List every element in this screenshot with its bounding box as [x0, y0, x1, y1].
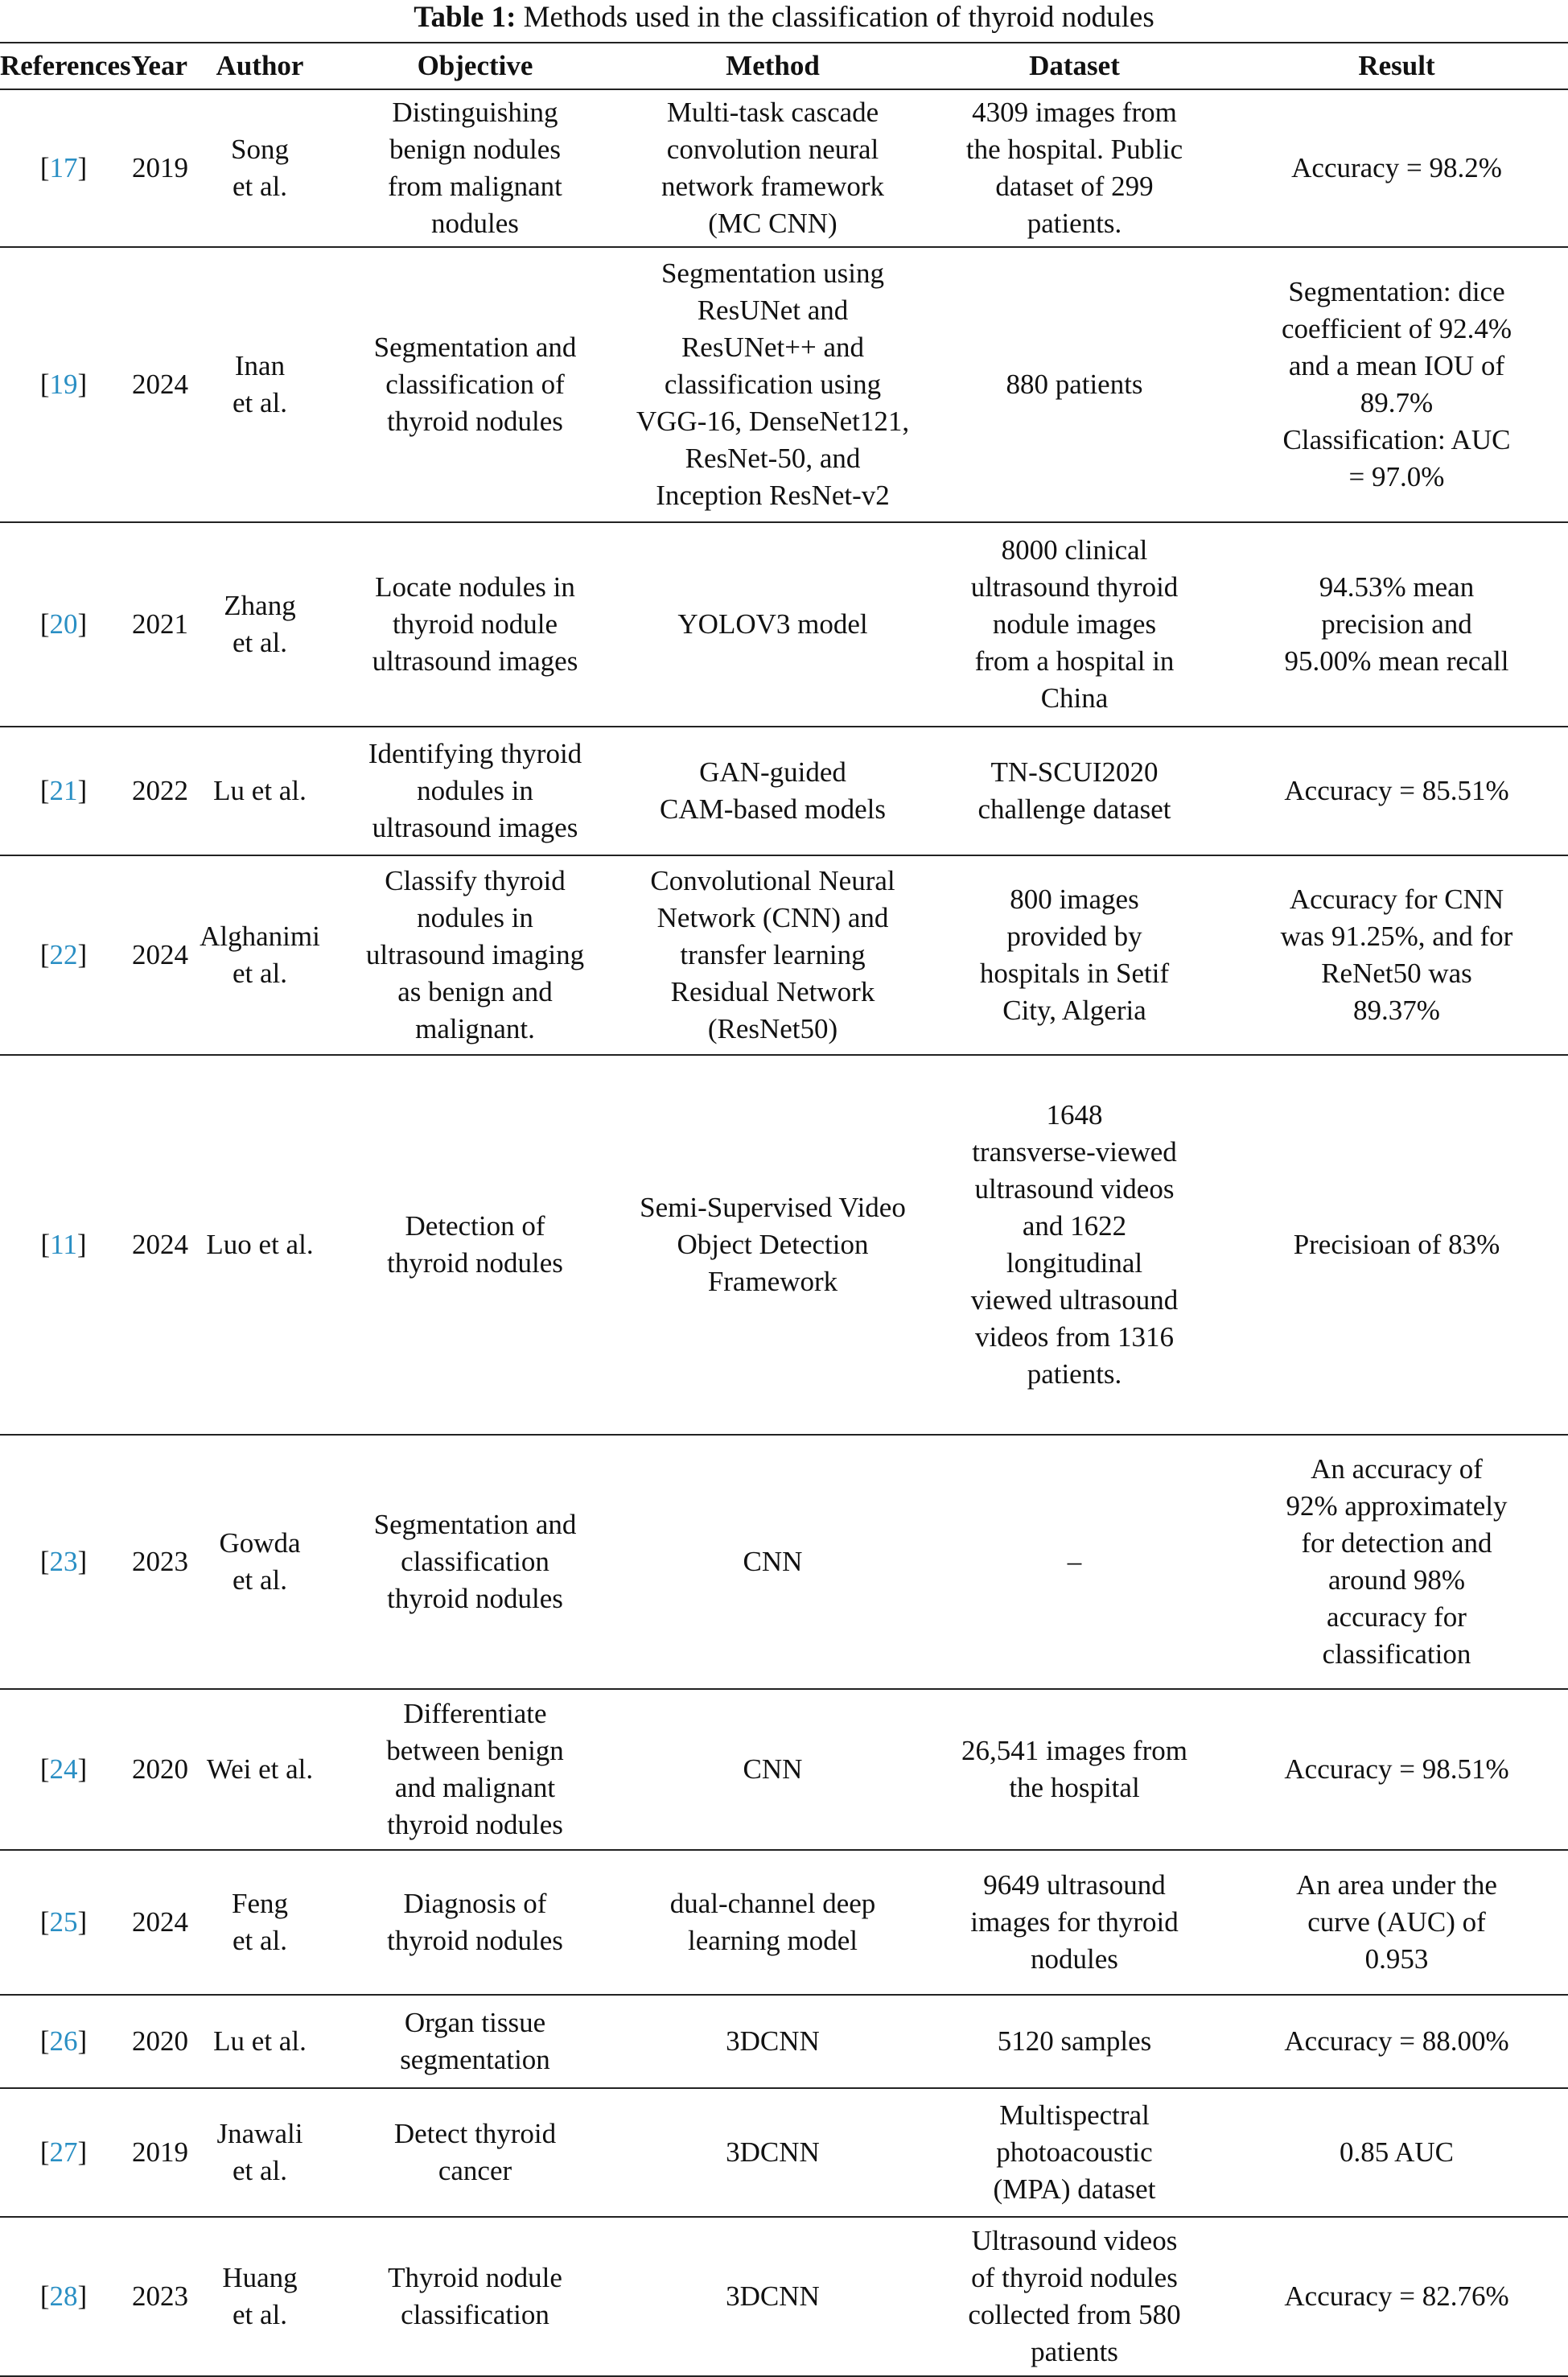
method-line: learning model	[688, 1925, 858, 1956]
cell-method	[622, 1850, 924, 1995]
cell-objective	[328, 2217, 622, 2376]
objective-line: thyroid nodules	[387, 406, 563, 437]
method-line: YOLOV3 model	[677, 608, 868, 640]
author-line: Feng	[232, 1888, 288, 1919]
dataset-line: photoacoustic	[996, 2136, 1153, 2168]
objective-line: nodules in	[417, 902, 533, 933]
result-line: coefficient of 92.4%	[1281, 313, 1512, 344]
author-line: et al.	[232, 1925, 288, 1956]
method-line: ResUNet and	[697, 295, 849, 326]
result-line: Segmentation: dice	[1288, 276, 1505, 307]
dataset-line: nodules	[1031, 1943, 1118, 1975]
header-result: Result	[1225, 43, 1568, 89]
objective-line: nodules	[431, 208, 519, 239]
dataset-line: China	[1040, 682, 1109, 714]
reference-link[interactable]: 26	[49, 2025, 78, 2057]
cell-objective	[328, 1055, 622, 1435]
cell-result	[1225, 89, 1568, 247]
objective-line: ultrasound images	[372, 645, 578, 677]
result-line: 0.953	[1364, 1943, 1429, 1975]
author-line: Gowda	[219, 1527, 301, 1559]
dataset-line: patients	[1031, 2336, 1118, 2367]
dataset-line: Multispectral	[999, 2099, 1150, 2131]
author-line: Wei et al.	[206, 1753, 314, 1785]
cell-method	[622, 247, 924, 522]
cell-reference: [20]	[0, 522, 127, 727]
cell-dataset	[924, 2217, 1225, 2376]
method-line: 3DCNN	[726, 2025, 820, 2057]
dataset-line: hospitals in Setif	[979, 958, 1170, 989]
dataset-line: –	[1067, 1546, 1082, 1577]
result-line: for detection and	[1301, 1527, 1492, 1559]
result-line: 89.37%	[1353, 995, 1440, 1026]
cell-method	[622, 522, 924, 727]
dataset-line: from a hospital in	[974, 645, 1175, 677]
cell-year: 2022	[127, 727, 191, 855]
cell-year: 2020	[127, 1995, 191, 2088]
cell-year: 2024	[127, 1055, 191, 1435]
reference-link[interactable]: 27	[49, 2136, 78, 2168]
method-line: Framework	[707, 1266, 838, 1297]
reference-link[interactable]: 17	[49, 152, 78, 183]
result-line: and a mean IOU of	[1288, 350, 1505, 381]
method-line: VGG-16, DenseNet121,	[636, 406, 910, 437]
result-line: Accuracy = 85.51%	[1284, 775, 1509, 806]
objective-line: from malignant	[388, 171, 562, 202]
cell-objective	[328, 1435, 622, 1689]
objective-line: between benign	[386, 1735, 564, 1766]
cell-author	[191, 855, 328, 1055]
reference-link[interactable]: 24	[49, 1753, 78, 1785]
dataset-line: dataset of 299	[995, 171, 1154, 202]
result-line: curve (AUC) of	[1307, 1906, 1486, 1938]
table-caption-text: Methods used in the classification of thyroid nodules	[523, 1, 1154, 34]
cell-author	[191, 1435, 328, 1689]
method-line: Residual Network	[670, 976, 875, 1007]
author-line: Inan	[234, 350, 286, 381]
result-line: Precisioan of 83%	[1293, 1229, 1500, 1260]
cell-author	[191, 247, 328, 522]
cell-result	[1225, 522, 1568, 727]
cell-year: 2021	[127, 522, 191, 727]
header-row	[0, 43, 1568, 89]
dataset-line: transverse-viewed	[972, 1136, 1177, 1168]
cell-author	[191, 1689, 328, 1850]
dataset-line: collected from 580	[968, 2299, 1181, 2330]
cell-method	[622, 855, 924, 1055]
dataset-line: challenge dataset	[977, 793, 1171, 825]
cell-dataset	[924, 89, 1225, 247]
result-line: = 97.0%	[1348, 461, 1445, 492]
cell-year: 2020	[127, 1689, 191, 1850]
method-line: Semi-Supervised Video	[640, 1192, 906, 1223]
objective-line: nodules in	[417, 775, 533, 806]
cell-dataset	[924, 2088, 1225, 2217]
result-line: 94.53% mean	[1319, 571, 1475, 603]
author-line: Alghanimi	[200, 921, 320, 952]
cell-reference: [17]	[0, 89, 127, 247]
cell-dataset	[924, 247, 1225, 522]
objective-line: Distinguishing	[392, 97, 558, 128]
method-line: ResNet-50, and	[685, 443, 861, 474]
objective-line: thyroid nodules	[387, 1583, 563, 1614]
dataset-line: 9649 ultrasound	[983, 1869, 1166, 1901]
dataset-line: ultrasound videos	[974, 1173, 1175, 1205]
method-line: ResUNet++ and	[681, 332, 865, 363]
dataset-line: TN-SCUI2020	[990, 756, 1159, 788]
cell-objective	[328, 89, 622, 247]
objective-line: Thyroid nodule	[388, 2262, 562, 2293]
reference-link[interactable]: 22	[49, 939, 78, 970]
dataset-line: the hospital	[1009, 1772, 1140, 1803]
cell-objective	[328, 855, 622, 1055]
table-row	[0, 247, 1568, 522]
table-body	[0, 89, 1568, 2376]
result-line: 95.00% mean recall	[1284, 645, 1509, 677]
cell-result	[1225, 1850, 1568, 1995]
cell-author	[191, 1995, 328, 2088]
author-line: et al.	[232, 2299, 288, 2330]
dataset-line: 800 images	[1010, 884, 1139, 915]
result-line: Accuracy = 82.76%	[1284, 2280, 1509, 2312]
method-line: convolution neural	[666, 134, 879, 165]
cell-result	[1225, 855, 1568, 1055]
objective-line: and malignant	[394, 1772, 556, 1803]
result-line: 89.7%	[1360, 387, 1434, 418]
objective-line: Locate nodules in	[375, 571, 575, 603]
result-line: An accuracy of	[1311, 1453, 1483, 1485]
method-line: CNN	[743, 1546, 803, 1577]
objective-line: Organ tissue	[404, 2007, 546, 2038]
author-line: et al.	[232, 627, 288, 658]
objective-line: classification	[401, 1546, 549, 1577]
method-line: Object Detection	[677, 1229, 869, 1260]
cell-author	[191, 2088, 328, 2217]
dataset-line: nodule images	[992, 608, 1157, 640]
table-row	[0, 1850, 1568, 1995]
reference-link[interactable]: 11	[50, 1229, 77, 1260]
objective-line: Identifying thyroid	[368, 738, 582, 769]
method-line: classification using	[664, 369, 882, 400]
author-line: Zhang	[224, 590, 296, 621]
reference-link[interactable]: 28	[49, 2280, 78, 2312]
objective-line: segmentation	[400, 2044, 550, 2075]
cell-method	[622, 1055, 924, 1435]
dataset-line: of thyroid nodules	[971, 2262, 1178, 2293]
author-line: Song	[231, 134, 289, 165]
cell-result	[1225, 1435, 1568, 1689]
cell-objective	[328, 1850, 622, 1995]
cell-dataset	[924, 1055, 1225, 1435]
reference-link[interactable]: 19	[49, 369, 78, 400]
objective-line: Segmentation and	[373, 332, 577, 363]
cell-dataset	[924, 1435, 1225, 1689]
method-line: (MC CNN)	[708, 208, 838, 239]
result-line: precision and	[1321, 608, 1472, 640]
reference-link[interactable]: 20	[49, 608, 78, 640]
cell-dataset	[924, 1850, 1225, 1995]
dataset-line: City, Algeria	[1002, 995, 1146, 1026]
cell-objective	[328, 2088, 622, 2217]
table-row	[0, 727, 1568, 855]
cell-author	[191, 89, 328, 247]
cell-result	[1225, 1689, 1568, 1850]
cell-result	[1225, 2088, 1568, 2217]
table-row	[0, 522, 1568, 727]
cell-reference: [19]	[0, 247, 127, 522]
table-row	[0, 89, 1568, 247]
method-line: 3DCNN	[726, 2136, 820, 2168]
objective-line: ultrasound imaging	[365, 939, 585, 970]
method-line: GAN-guided	[699, 756, 846, 788]
author-line: Lu et al.	[213, 775, 307, 806]
result-line: Accuracy = 88.00%	[1284, 2025, 1509, 2057]
dataset-line: ultrasound thyroid	[970, 571, 1179, 603]
method-line: Inception ResNet-v2	[656, 480, 890, 511]
author-line: et al.	[232, 171, 288, 202]
objective-line: as benign and	[397, 976, 553, 1007]
cell-reference: [26]	[0, 1995, 127, 2088]
methods-table	[0, 42, 1568, 2377]
objective-line: cancer	[438, 2155, 512, 2186]
cell-result	[1225, 1055, 1568, 1435]
cell-dataset	[924, 855, 1225, 1055]
objective-line: Segmentation and	[373, 1509, 577, 1540]
objective-line: thyroid nodules	[387, 1809, 563, 1840]
method-line: Segmentation using	[661, 257, 885, 289]
cell-dataset	[924, 727, 1225, 855]
cell-reference: [27]	[0, 2088, 127, 2217]
method-line: transfer learning	[680, 939, 866, 970]
objective-line: thyroid nodules	[387, 1247, 563, 1279]
dataset-line: 1648	[1046, 1099, 1103, 1131]
objective-line: thyroid nodule	[392, 608, 558, 640]
cell-year: 2019	[127, 2088, 191, 2217]
cell-objective	[328, 247, 622, 522]
cell-objective	[328, 522, 622, 727]
method-line: dual-channel deep	[669, 1888, 876, 1919]
dataset-line: 8000 clinical	[1001, 534, 1148, 566]
table-row	[0, 855, 1568, 1055]
cell-method	[622, 89, 924, 247]
author-line: et al.	[232, 387, 288, 418]
reference-link[interactable]: 23	[49, 1546, 78, 1577]
header-references: References	[0, 43, 127, 89]
objective-line: classification of	[385, 369, 565, 400]
cell-author	[191, 1850, 328, 1995]
cell-reference: [24]	[0, 1689, 127, 1850]
table-caption	[0, 0, 1568, 42]
cell-reference: [21]	[0, 727, 127, 855]
cell-dataset	[924, 1689, 1225, 1850]
cell-year: 2019	[127, 89, 191, 247]
cell-result	[1225, 1995, 1568, 2088]
objective-line: Differentiate	[403, 1698, 547, 1729]
cell-year: 2024	[127, 247, 191, 522]
author-line: et al.	[232, 2155, 288, 2186]
dataset-line: the hospital. Public	[965, 134, 1183, 165]
author-line: et al.	[232, 958, 288, 989]
cell-objective	[328, 1995, 622, 2088]
cell-author	[191, 2217, 328, 2376]
table-row	[0, 2088, 1568, 2217]
objective-line: malignant.	[415, 1013, 535, 1044]
objective-line: thyroid nodules	[387, 1925, 563, 1956]
dataset-line: patients.	[1027, 1358, 1122, 1390]
objective-line: classification	[401, 2299, 549, 2330]
objective-line: Diagnosis of	[403, 1888, 547, 1919]
cell-dataset	[924, 522, 1225, 727]
cell-method	[622, 1995, 924, 2088]
result-line: accuracy for	[1327, 1601, 1467, 1633]
cell-result	[1225, 727, 1568, 855]
result-line: ReNet50 was	[1321, 958, 1472, 989]
author-line: Huang	[222, 2262, 298, 2293]
header-year: Year	[127, 43, 191, 89]
objective-line: Classify thyroid	[385, 865, 566, 896]
header-method: Method	[622, 43, 924, 89]
cell-method	[622, 2217, 924, 2376]
cell-reference: [22]	[0, 855, 127, 1055]
dataset-line: provided by	[1006, 921, 1142, 952]
objective-line: Detection of	[405, 1210, 545, 1242]
objective-line: Detect thyroid	[393, 2118, 557, 2149]
table-row	[0, 1055, 1568, 1435]
result-line: 92% approximately	[1286, 1490, 1508, 1522]
header-objective: Objective	[328, 43, 622, 89]
dataset-line: Ultrasound videos	[971, 2225, 1178, 2256]
header-dataset: Dataset	[924, 43, 1225, 89]
result-line: An area under the	[1296, 1869, 1497, 1901]
method-line: 3DCNN	[726, 2280, 820, 2312]
dataset-line: viewed ultrasound	[970, 1284, 1179, 1316]
author-line: Luo et al.	[206, 1229, 314, 1260]
reference-link[interactable]: 25	[49, 1906, 78, 1938]
cell-reference: [23]	[0, 1435, 127, 1689]
objective-line: benign nodules	[389, 134, 561, 165]
cell-reference: [25]	[0, 1850, 127, 1995]
table-row	[0, 2217, 1568, 2376]
method-line: CAM-based models	[660, 793, 886, 825]
dataset-line: (MPA) dataset	[993, 2173, 1156, 2205]
result-line: 0.85 AUC	[1340, 2136, 1454, 2168]
cell-result	[1225, 247, 1568, 522]
cell-year: 2023	[127, 1435, 191, 1689]
method-line: (ResNet50)	[707, 1013, 838, 1044]
dataset-line: and 1622	[1022, 1210, 1127, 1242]
result-line: Accuracy for CNN	[1289, 884, 1504, 915]
cell-year: 2024	[127, 855, 191, 1055]
method-line: network framework	[661, 171, 884, 202]
cell-method	[622, 1435, 924, 1689]
dataset-line: 26,541 images from	[961, 1735, 1187, 1766]
cell-method	[622, 1689, 924, 1850]
objective-line: ultrasound images	[372, 812, 578, 843]
table-row	[0, 1995, 1568, 2088]
cell-objective	[328, 727, 622, 855]
dataset-line: 4309 images from	[972, 97, 1177, 128]
cell-reference: [11]	[0, 1055, 127, 1435]
method-line: CNN	[743, 1753, 803, 1785]
dataset-line: longitudinal	[1006, 1247, 1143, 1279]
cell-objective	[328, 1689, 622, 1850]
cell-result	[1225, 2217, 1568, 2376]
author-line: Jnawali	[216, 2118, 303, 2149]
result-line: Classification: AUC	[1282, 424, 1511, 455]
result-line: classification	[1322, 1638, 1471, 1670]
result-line: Accuracy = 98.51%	[1284, 1753, 1509, 1785]
method-line: Multi-task cascade	[666, 97, 879, 128]
header-author: Author	[191, 43, 328, 89]
author-line: Lu et al.	[213, 2025, 307, 2057]
dataset-line: 880 patients	[1006, 369, 1143, 400]
result-line: was 91.25%, and for	[1280, 921, 1513, 952]
table-row	[0, 1435, 1568, 1689]
result-line: around 98%	[1327, 1564, 1466, 1596]
cell-author	[191, 1055, 328, 1435]
cell-year: 2023	[127, 2217, 191, 2376]
cell-reference: [28]	[0, 2217, 127, 2376]
method-line: Convolutional Neural	[650, 865, 895, 896]
table-row	[0, 1689, 1568, 1850]
cell-method	[622, 727, 924, 855]
table-caption-label: Table 1:	[414, 1, 516, 34]
cell-author	[191, 727, 328, 855]
cell-method	[622, 2088, 924, 2217]
dataset-line: 5120 samples	[997, 2025, 1152, 2057]
author-line: et al.	[232, 1564, 288, 1596]
dataset-line: images for thyroid	[970, 1906, 1179, 1938]
cell-author	[191, 522, 328, 727]
dataset-line: patients.	[1027, 208, 1122, 239]
cell-year: 2024	[127, 1850, 191, 1995]
result-line: Accuracy = 98.2%	[1291, 152, 1502, 183]
dataset-line: videos from 1316	[975, 1321, 1174, 1353]
method-line: Network (CNN) and	[656, 902, 889, 933]
cell-dataset	[924, 1995, 1225, 2088]
reference-link[interactable]: 21	[49, 775, 78, 806]
